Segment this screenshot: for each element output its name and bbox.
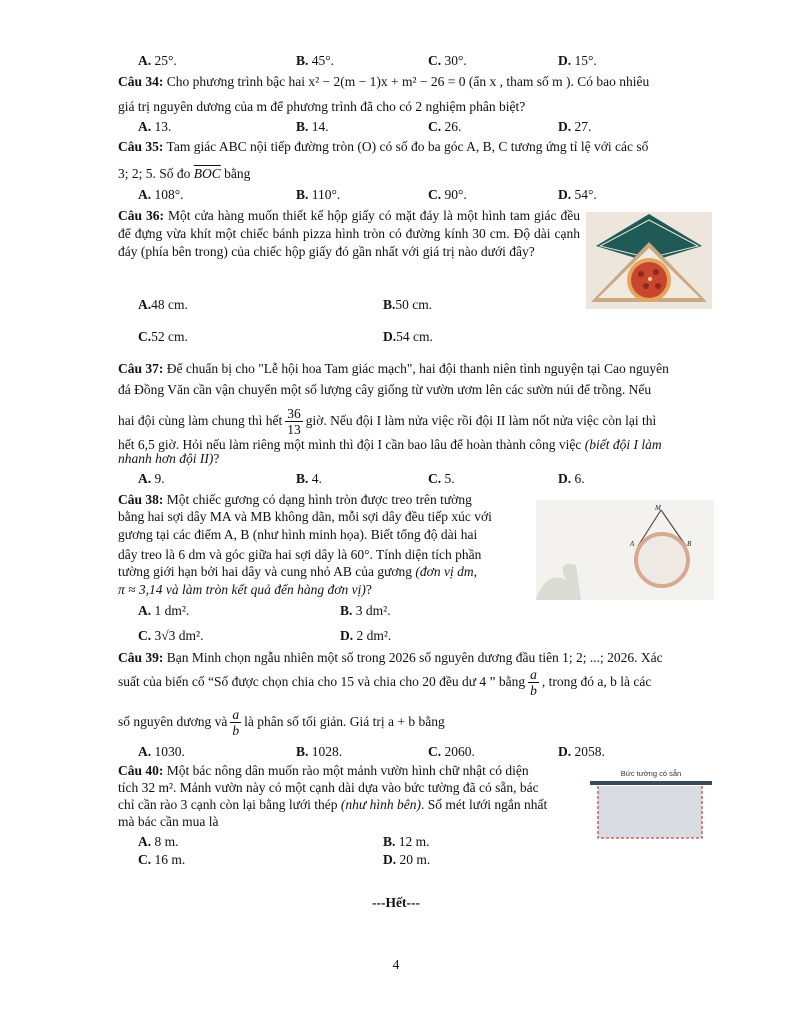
q34-option-c: C. 26. [428, 119, 462, 134]
fraction-a-b: $\frac{a}{b}$ [530, 667, 537, 699]
page-number: 4 [392, 957, 400, 972]
point-b-label: B [687, 540, 692, 548]
q35-option-c: C. 90°. [428, 187, 467, 202]
fraction-36-13: $\frac{36}{13}$ [287, 406, 301, 438]
q39-option-a: A. 1030. [138, 744, 185, 759]
q38-option-d: D. 2 dm². [340, 628, 392, 643]
q39-option-c: C. 2060. [428, 744, 475, 759]
q34-line2: giá trị nguyên dương của m để phương trình đã cho có 2 nghiệm phân biệt? [118, 99, 526, 114]
q38-line3: gương tại các điểm A, B (như hình minh họa). Biết tổng độ dài hai [118, 527, 478, 542]
q38-option-b: B. 3 dm². [340, 603, 391, 618]
q38-line4: dây treo là 6 dm và góc giữa hai sợi dây là 60°. Tính diện tích phần [118, 547, 482, 562]
q38-line2: bằng hai sợi dây MA và MB không dãn, mỗi sợi dây đều tiếp xúc với [118, 509, 492, 524]
q37-line4: hết 6,5 giờ. Hỏi nếu làm riêng một mình thì đội I cần bao lâu để hoàn thành công việc (biết đội I làm [118, 437, 662, 452]
q34-line1: Câu 34: Cho phương trình bậc hai x² − 2(m − 1)x + m² − 26 = 0 (ẩn x , tham số m ). Có bao nhiêu [118, 74, 650, 89]
point-m-label: M [655, 504, 661, 512]
q33-option-d: D. 15°. [558, 53, 597, 68]
fraction-a-b-2: $\frac{a}{b}$ [232, 707, 240, 739]
q36-option-c: C.52 cm. [138, 329, 188, 344]
mirror-image [536, 500, 714, 600]
q35-line2: 3; 2; 5. Số đo $\overline{BOC}$ bằng [118, 166, 251, 181]
q35-option-d: D. 54°. [558, 187, 597, 202]
q33-option-b: B. 45°. [296, 53, 335, 68]
q34-option-a: A. 13. [138, 119, 172, 134]
q39-line3: số nguyên dương và $\frac{a}{b}$ là phân số tối giản. Giá trị a + b bằng [118, 707, 445, 739]
q40-option-c: C. 16 m. [138, 852, 186, 867]
q33-option-a: A. 25°. [138, 53, 177, 68]
end-marker: ---Hết--- [372, 895, 420, 910]
q36-option-b: B.50 cm. [383, 297, 433, 312]
pizza-box-image [586, 212, 712, 309]
q37-option-c: C. 5. [428, 471, 455, 486]
q40-option-a: A. 8 m. [138, 834, 179, 849]
q37-line1: Câu 37: Để chuẩn bị cho "Lễ hội hoa Tam giác mạch", hai đội thanh niên tình nguyện tại Cao nguyên [118, 361, 669, 376]
q34-option-d: D. 27. [558, 119, 592, 134]
q38-line5: tường giới hạn bởi hai dây và cung nhỏ AB của gương (đơn vị dm, [118, 564, 477, 579]
q35-option-a: A. 108°. [138, 187, 184, 202]
q35-line1: Câu 35: Tam giác ABC nội tiếp đường tròn (O) có số đo ba góc A, B, C tương ứng tỉ lệ với các số [118, 139, 649, 154]
q36-option-d: D.54 cm. [383, 329, 433, 344]
q37-line5: nhanh hơn đội II)? [118, 451, 220, 466]
q33-option-c: C. 30°. [428, 53, 467, 68]
q40-option-d: D. 20 m. [383, 852, 431, 867]
q36-text: Câu 36: Một cửa hàng muốn thiết kế hộp giấy có mặt đáy là một hình tam giác đều để đựng vừa khít một chiếc bánh pizza hình tròn có đường kính 30 cm. Độ dài cạnh đáy (phía bên trong) của chiếc hộp giấy đó gần nhất với giá trị nào dưới đây? [118, 208, 581, 259]
q37-option-d: D. 6. [558, 471, 585, 486]
q39-line2: suất của biến cố “Số được chọn chia cho 15 và chia cho 20 đều dư 4 ” bằng $\frac{a}{b}$ , trong đó a, b là các [118, 667, 652, 699]
arc-boc: $\overline{BOC}$ [193, 166, 221, 181]
q39-option-d: D. 2058. [558, 744, 605, 759]
q38-line6: π ≈ 3,14 và làm tròn kết quả đến hàng đơn vị)? [118, 582, 372, 597]
q40-line2: tích 32 m². Mảnh vườn này có một cạnh dài dựa vào bức tường đã có sẵn, bác [118, 780, 539, 795]
q38-line1: Câu 38: Một chiếc gương có dạng hình tròn được treo trên tường [118, 492, 472, 507]
wall-label: Bức tường có sẵn [620, 769, 682, 778]
q37-option-a: A. 9. [138, 471, 165, 486]
q39-option-b: B. 1028. [296, 744, 343, 759]
point-a-label: A [630, 540, 635, 548]
q40-option-b: B. 12 m. [383, 834, 430, 849]
q37-line3: hai đội cùng làm chung thì hết $\frac{36}{13}$ giờ. Nếu đội I làm nửa việc rồi đội II làm nốt nửa việc còn lại thì [118, 406, 657, 438]
q40-line1: Câu 40: Một bác nông dân muốn rào một mảnh vườn hình chữ nhật có diện [118, 763, 529, 778]
q40-line3: chỉ cần rào 3 cạnh còn lại bằng lưới thép (như hình bên). Số mét lưới ngắn nhất [118, 797, 548, 812]
q34-option-b: B. 14. [296, 119, 329, 134]
q37-option-b: B. 4. [296, 471, 322, 486]
garden-fence-diagram [588, 766, 714, 842]
q35-option-b: B. 110°. [296, 187, 341, 202]
q40-line4: mà bác cần mua là [118, 814, 219, 829]
q38-option-c: C. 3√3 dm². [138, 628, 204, 643]
q37-line2: đá Đồng Văn cần vận chuyển một số lượng cây giống từ vườn ươm lên các sườn núi để trồng. Nếu [118, 382, 652, 397]
q39-line1: Câu 39: Bạn Minh chọn ngẫu nhiên một số trong 2026 số nguyên dương đầu tiên 1; 2; ...; 2026. Xác [118, 650, 663, 665]
q36-option-a: A.48 cm. [138, 297, 188, 312]
q38-option-a: A. 1 dm². [138, 603, 190, 618]
